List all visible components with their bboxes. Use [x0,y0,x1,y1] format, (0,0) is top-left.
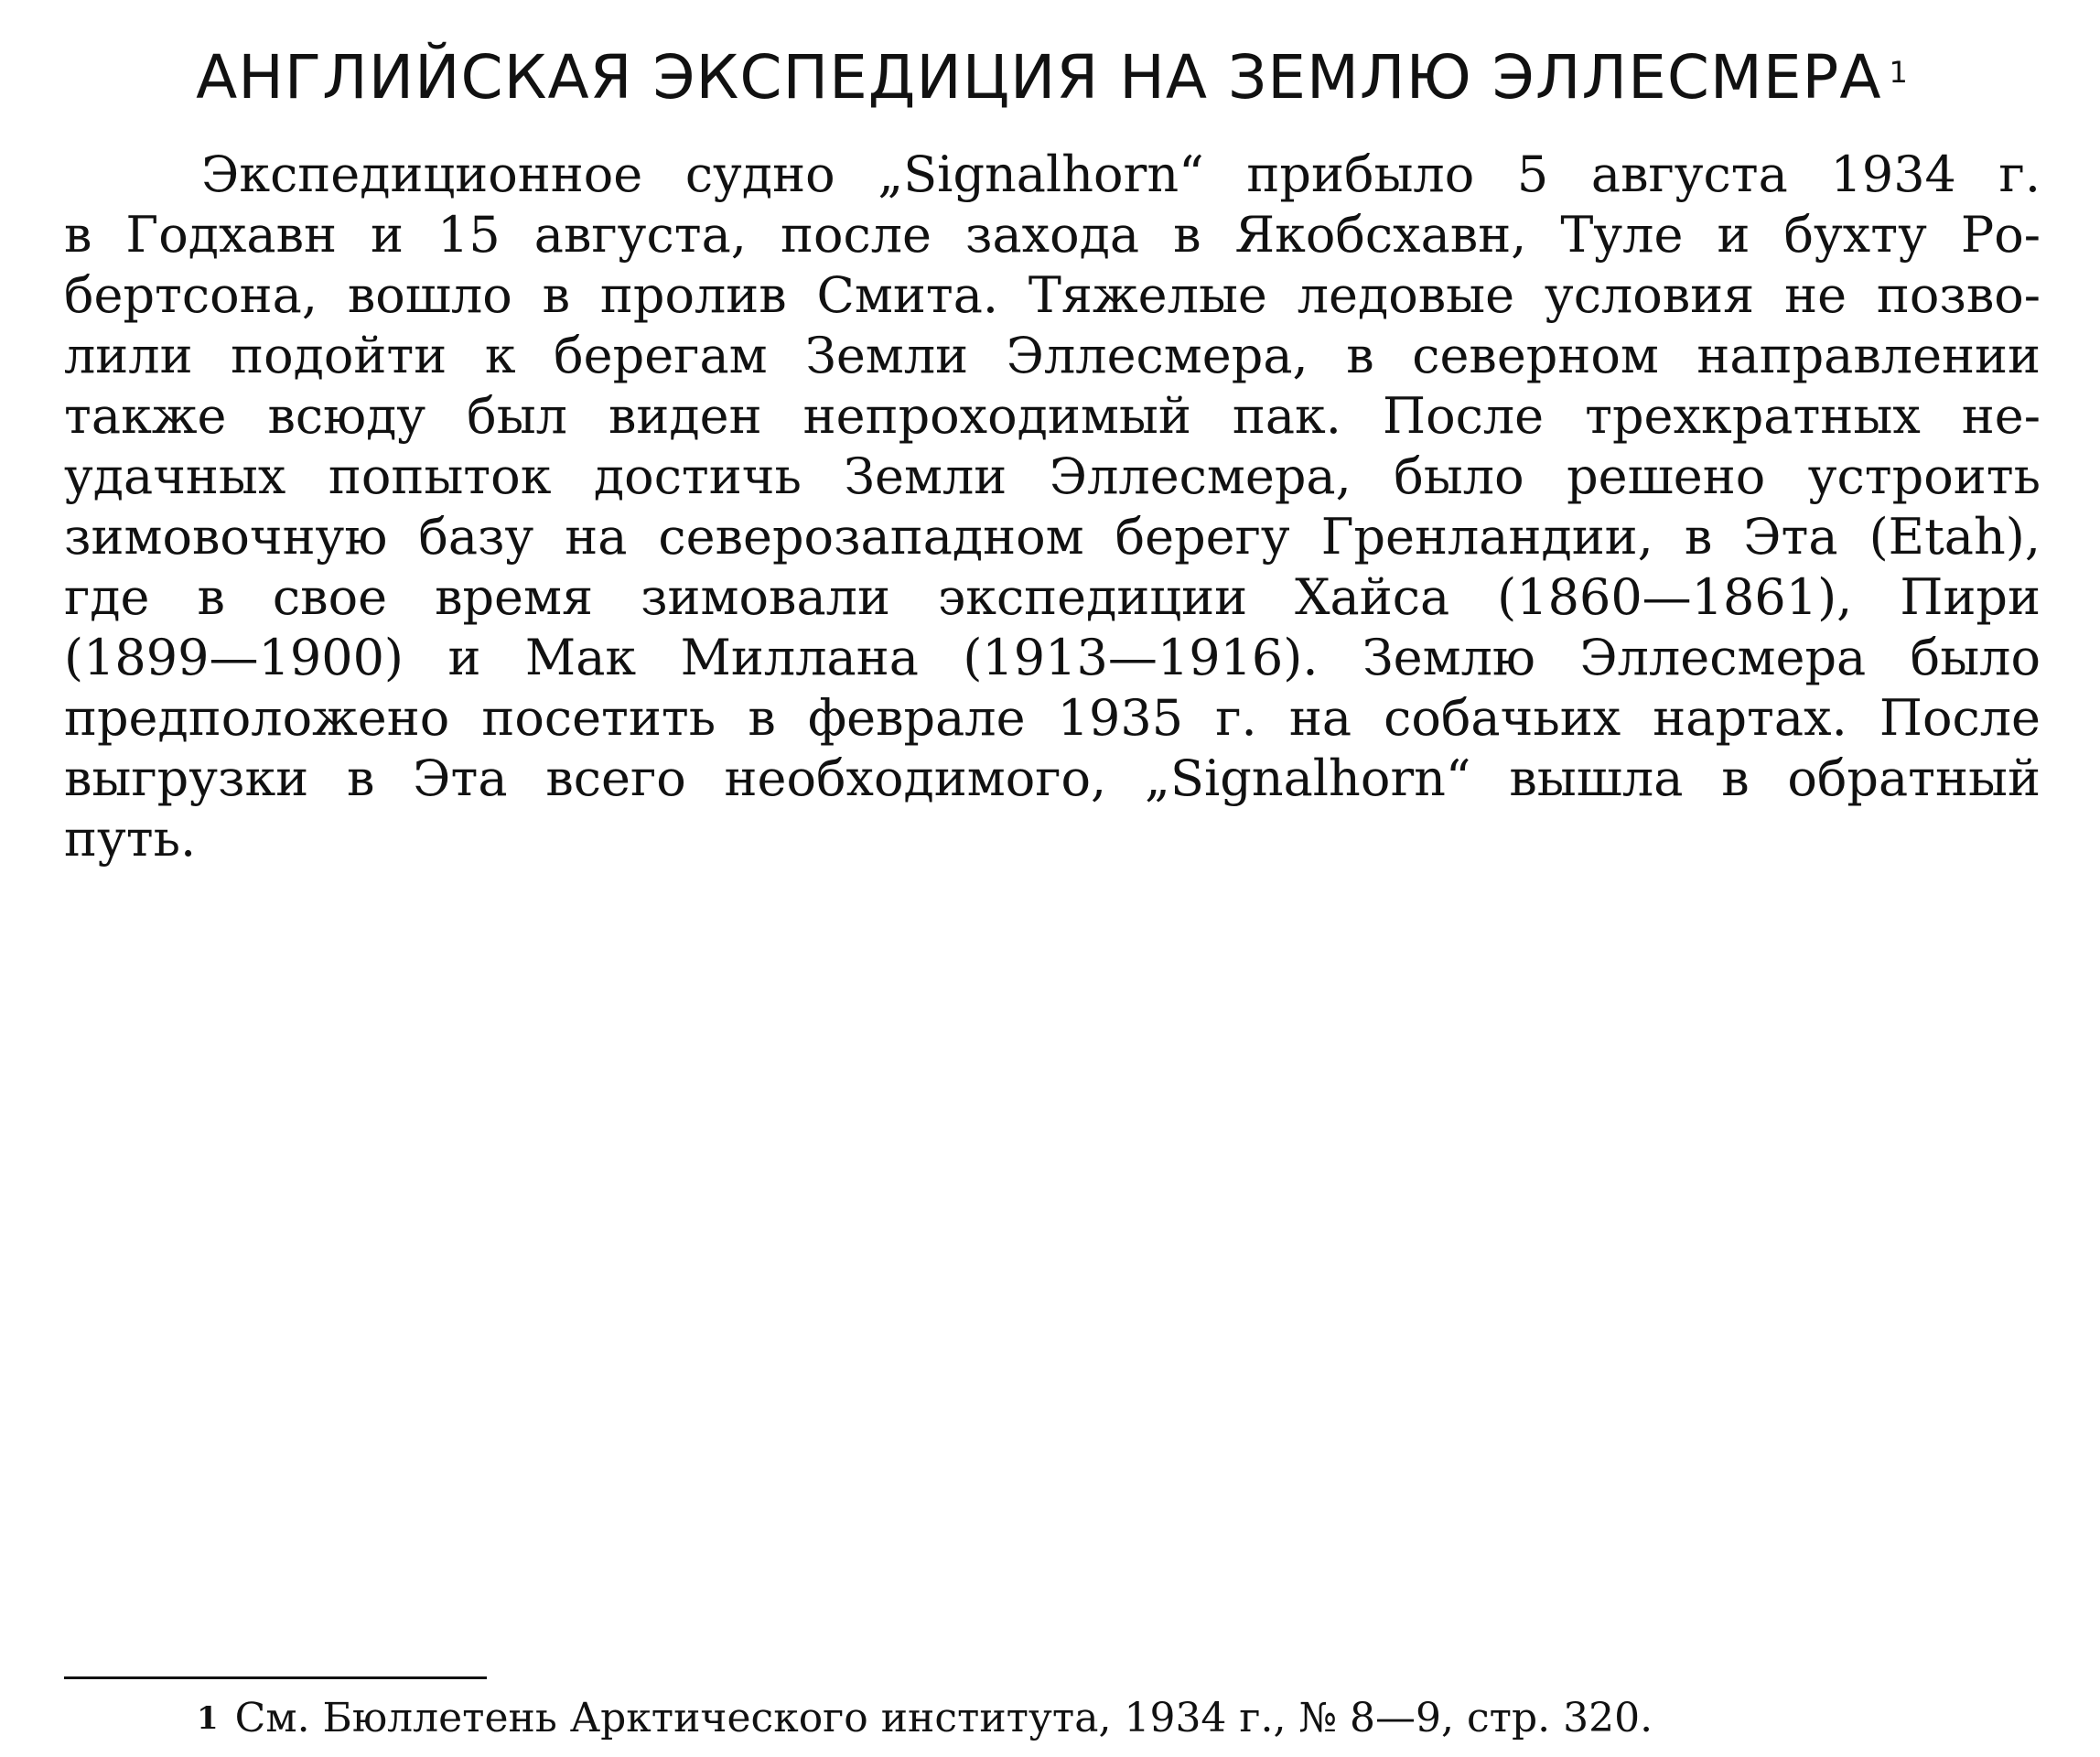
footnote-text: См. Бюллетень Арктического института, 1934 г., № 8—9, стр. 320. [234,1695,1653,1741]
paragraph-line: где в свое время зимовали экспедиции Хайса (1860—1861), Пири [64,568,2041,626]
paragraph-line: бертсона, вошло в пролив Смита. Тяжелые ледовые условия не позво- [64,266,2041,324]
footnote-divider [64,1676,487,1679]
page-title [137,37,1967,119]
paragraph-line: лили подойти к берегам Земли Эллесмера, в северном направлении [64,327,2041,384]
paragraph-line: выгрузки в Эта всего необходимого, „Signalhorn“ вышла в обратный [64,749,2041,807]
paragraph-line: также всюду был виден непроходимый пак. После трехкратных не- [64,387,2041,445]
paragraph-line: удачных попыток достичь Земли Эллесмера, было решено устроить [64,447,2041,505]
page-title-text: АНГЛИЙСКАЯ ЭКСПЕДИЦИЯ НА ЗЕМЛЮ ЭЛЛЕСМЕРА [196,42,1882,113]
paragraph-line: зимовочную базу на северозападном берегу Гренландии, в Эта (Etah), [64,508,2041,566]
title-footnote-mark: 1 [1889,55,1909,90]
paragraph-line: Экспедиционное судно „Signalhorn“ прибыло 5 августа 1934 г. [201,146,2041,203]
paragraph-line: (1899—1900) и Мак Миллана (1913—1916). Землю Эллесмера было [64,629,2041,686]
paragraph-line: в Годхавн и 15 августа, после захода в Якобсхавн, Туле и бухту Ро- [64,206,2041,264]
footnote [197,1691,1653,1746]
footnote-mark: 1 [197,1700,219,1737]
body-paragraph [64,145,2041,869]
paragraph-line: путь. [64,810,197,868]
paragraph-line: предположено посетить в феврале 1935 г. на собачьих нартах. После [64,689,2041,747]
